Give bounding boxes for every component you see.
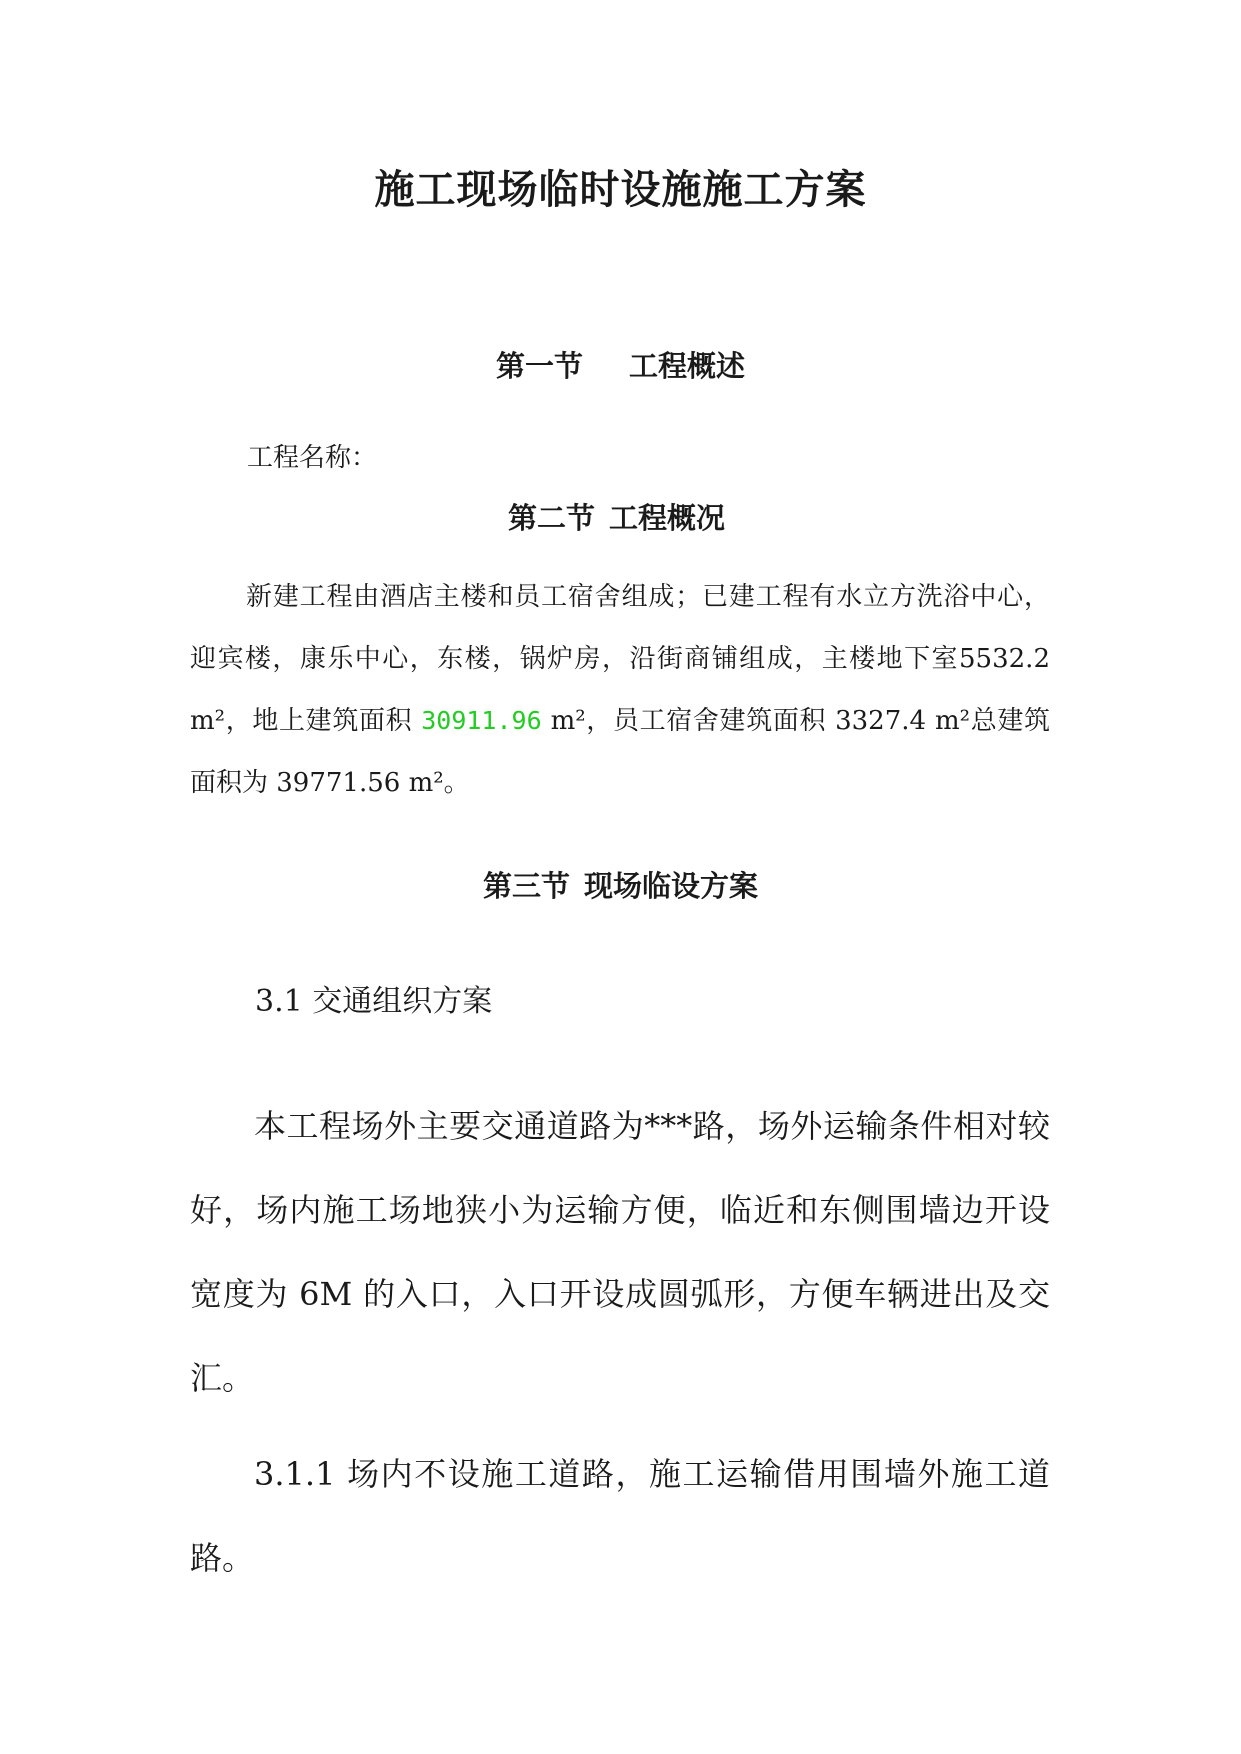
overview-paragraph [190, 566, 1050, 814]
page-title: 施工现场临时设施施工方案 [374, 167, 867, 213]
section-1-heading [0, 344, 1241, 385]
subsection-3-1-heading: 3.1 交通组织方案 [255, 984, 493, 1019]
subsection-3-1-1-paragraph: 3.1.1 场内不设施工道路，施工运输借用围墙外施工道路。 [190, 1455, 1050, 1577]
section-2-name: 工程概况 [609, 501, 726, 535]
traffic-paragraph: 本工程场外主要交通道路为***路，场外运输条件相对较好，场内施工场地狭小为运输方便，临近和东侧围墙边开设宽度为 6M 的入口，入口开设成圆弧形，方便车辆进出及交汇。 [190, 1107, 1050, 1397]
overview-text-before: 新建工程由酒店主楼和员工宿舍组成；已建工程有水立方洗浴中心，迎宾楼，康乐中心，东楼，锅炉房，沿街商铺组成，主楼地下室5532.2 m²，地上建筑面积 [190, 582, 1050, 736]
section-1-name: 工程概述 [629, 349, 746, 383]
section-3-heading [0, 864, 1241, 905]
highlighted-area-value: 30911.96 [421, 706, 542, 735]
project-name-label: 工程名称： [247, 443, 378, 473]
section-3-name: 现场临设方案 [584, 869, 759, 903]
section-2-heading [0, 496, 1241, 537]
section-3-number: 第三节 [482, 869, 570, 903]
overview-text-after: m²，员工宿舍建筑面积 3327.4 m²总建筑面积为 39771.56 m²。 [190, 706, 1050, 798]
section-1-number: 第一节 [495, 349, 583, 383]
section-2-number: 第二节 [507, 501, 595, 535]
